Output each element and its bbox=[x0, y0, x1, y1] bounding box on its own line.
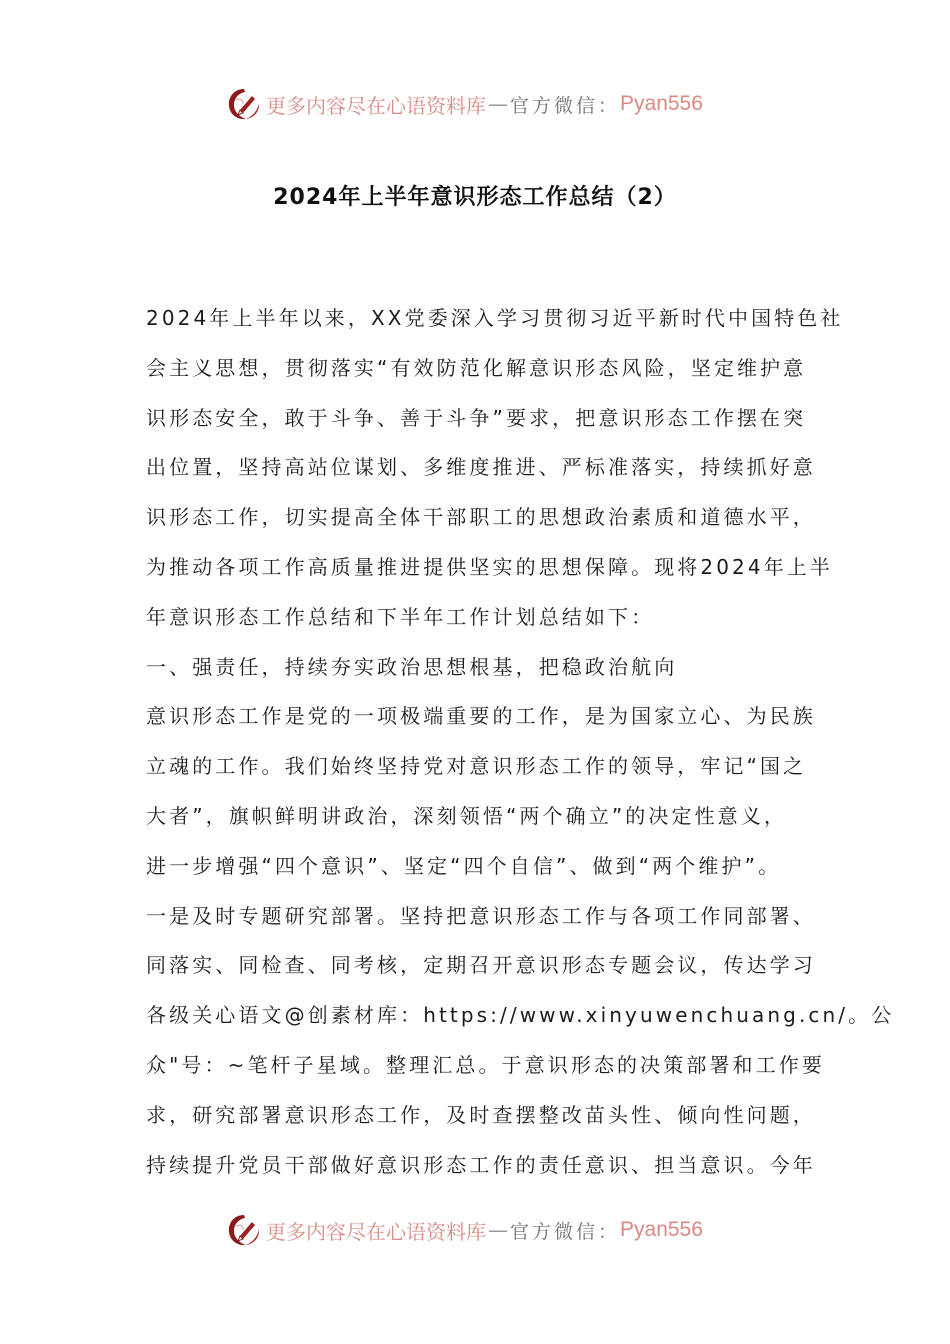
footer-watermark-banner bbox=[226, 1210, 703, 1250]
body-line: 立魂的工作。我们始终坚持党对意识形态工作的领导，牢记“国之 bbox=[146, 754, 807, 779]
body-line: 识形态安全，敢于斗争、善于斗争”要求，把意识形态工作摆在突 bbox=[146, 405, 807, 430]
body-line: 识形态工作，切实提高全体干部职工的思想政治素质和道德水平， bbox=[146, 505, 816, 530]
body-line: 出位置，坚持高站位谋划、多维度推进、严标准落实，持续抓好意 bbox=[146, 455, 816, 480]
body-line: 意识形态工作是党的一项极端重要的工作，是为国家立心、为民族 bbox=[146, 704, 816, 729]
body-line: 同落实、同检查、同考核，定期召开意识形态专题会议，传达学习 bbox=[146, 953, 816, 978]
banner-wechat-id: Pyan556 bbox=[620, 92, 703, 115]
banner-wechat-label: 官方微信： bbox=[510, 94, 621, 117]
body-line: 求，研究部署意识形态工作，及时查摆整改苗头性、倾向性问题， bbox=[146, 1102, 816, 1127]
body-line: 一是及时专题研究部署。坚持把意识形态工作与各项工作同部署、 bbox=[146, 903, 816, 928]
body-line: 2024年上半年以来，XX党委深入学习贯彻习近平新时代中国特色社 bbox=[146, 306, 844, 330]
body-line: 大者”，旗帜鲜明讲政治，深刻领悟“两个确立”的决定性意义， bbox=[146, 803, 787, 828]
document-title: 2024年上半年意识形态工作总结（2） bbox=[273, 185, 677, 210]
body-line: 年意识形态工作总结和下半年工作计划总结如下： bbox=[146, 604, 655, 629]
pen-nib-logo-icon bbox=[226, 1212, 262, 1248]
document-body bbox=[146, 298, 895, 1194]
banner-site-text: 更多内容尽在心语资料库 bbox=[266, 93, 486, 118]
section-heading: 一、强责任，持续夯实政治思想根基，把稳政治航向 bbox=[146, 654, 678, 679]
body-line: 众"号：~笔杆子星域。整理汇总。于意识形态的决策部署和工作要 bbox=[146, 1052, 825, 1077]
body-line: 进一步增强“四个意识”、坚定“四个自信”、做到“两个维护”。 bbox=[146, 853, 782, 878]
banner-dash: — bbox=[488, 92, 508, 116]
banner-wechat-id: Pyan556 bbox=[620, 1218, 703, 1241]
banner-wechat-label: 官方微信： bbox=[510, 1220, 621, 1243]
body-line: 各级关心语文@创素材库：https://www.xinyuwenchuang.cn/。公 bbox=[146, 1003, 895, 1028]
body-line: 持续提升党员干部做好意识形态工作的责任意识、担当意识。今年 bbox=[146, 1152, 816, 1177]
pen-nib-logo-icon bbox=[226, 86, 262, 122]
banner-site-text: 更多内容尽在心语资料库 bbox=[266, 1219, 486, 1244]
banner-dash: — bbox=[488, 1218, 508, 1242]
header-watermark-banner bbox=[226, 84, 703, 124]
body-line: 会主义思想，贯彻落实“有效防范化解意识形态风险，坚定维护意 bbox=[146, 355, 807, 380]
body-line: 为推动各项工作高质量推进提供坚实的思想保障。现将2024年上半 bbox=[146, 554, 833, 579]
